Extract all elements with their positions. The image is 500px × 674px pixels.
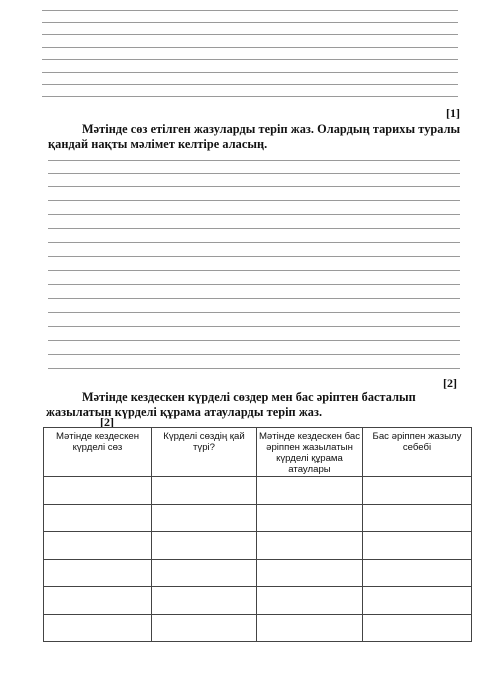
question-3-line-2: жазылатын күрделі құрама атауларды теріп жаз. — [46, 405, 323, 419]
table-cell — [44, 614, 152, 642]
question-3-line-1: Мәтінде кездескен күрделі сөздер мен бас әріптен басталып — [82, 390, 416, 404]
table-cell — [44, 559, 152, 587]
answer-line — [48, 270, 460, 271]
table-row — [44, 504, 472, 532]
answer-line — [42, 47, 458, 48]
answer-line — [48, 354, 460, 355]
question-2-line-1: Мәтінде сөз етілген жазуларды теріп жаз. Олардың тарихы туралы — [82, 122, 461, 136]
answer-line — [48, 256, 460, 257]
answer-line — [48, 340, 460, 341]
table-row — [44, 477, 472, 505]
question-2-text — [48, 122, 460, 152]
table-cell — [363, 559, 472, 587]
table-cell — [257, 587, 363, 615]
answer-line — [42, 84, 458, 85]
table-cell — [152, 587, 257, 615]
table-cell — [152, 614, 257, 642]
table-cell — [257, 559, 363, 587]
table-cell — [152, 504, 257, 532]
table-cell — [363, 587, 472, 615]
answer-line — [48, 214, 460, 215]
answer-line — [42, 96, 458, 97]
answer-line — [42, 22, 458, 23]
table-cell — [257, 614, 363, 642]
answer-line — [42, 59, 458, 60]
answer-line — [48, 186, 460, 187]
table-cell — [152, 477, 257, 505]
table-row — [44, 532, 472, 560]
answer-line — [48, 173, 460, 174]
answer-line — [48, 228, 460, 229]
table-cell — [257, 504, 363, 532]
mark-q2: [2] — [443, 376, 457, 390]
table-cell — [257, 532, 363, 560]
table-cell — [152, 532, 257, 560]
mark-q1: [1] — [446, 106, 460, 120]
table-row — [44, 559, 472, 587]
header-compound-type: Күрделі сөздің қай түрі? — [152, 428, 257, 477]
answer-line — [48, 242, 460, 243]
header-capitalized-names: Мәтінде кездескен бас әріппен жазылатын күрделі құрама атаулары — [257, 428, 363, 477]
table-cell — [363, 504, 472, 532]
answer-line — [42, 72, 458, 73]
question-2-line-2: қандай нақты мәлімет келтіре аласың. — [48, 137, 268, 151]
table-cell — [257, 477, 363, 505]
answer-line — [48, 298, 460, 299]
table-cell — [363, 477, 472, 505]
answer-line — [48, 160, 460, 161]
table-header-row — [44, 428, 472, 477]
table-cell — [44, 587, 152, 615]
answer-line — [48, 368, 460, 369]
answer-line — [42, 34, 458, 35]
mark-q3: [2] — [100, 415, 114, 429]
answer-table — [43, 427, 472, 642]
header-compound-word: Мәтінде кездескен күрделі сөз — [44, 428, 152, 477]
table-cell — [44, 477, 152, 505]
table-cell — [363, 614, 472, 642]
answer-line — [42, 10, 458, 11]
table-cell — [44, 532, 152, 560]
table-row — [44, 614, 472, 642]
answer-line — [48, 312, 460, 313]
table-cell — [44, 504, 152, 532]
table-cell — [152, 559, 257, 587]
table-row — [44, 587, 472, 615]
answer-line — [48, 284, 460, 285]
answer-line — [48, 200, 460, 201]
answer-line — [48, 326, 460, 327]
table-cell — [363, 532, 472, 560]
header-capitalization-reason: Бас әріппен жазылу себебі — [363, 428, 472, 477]
